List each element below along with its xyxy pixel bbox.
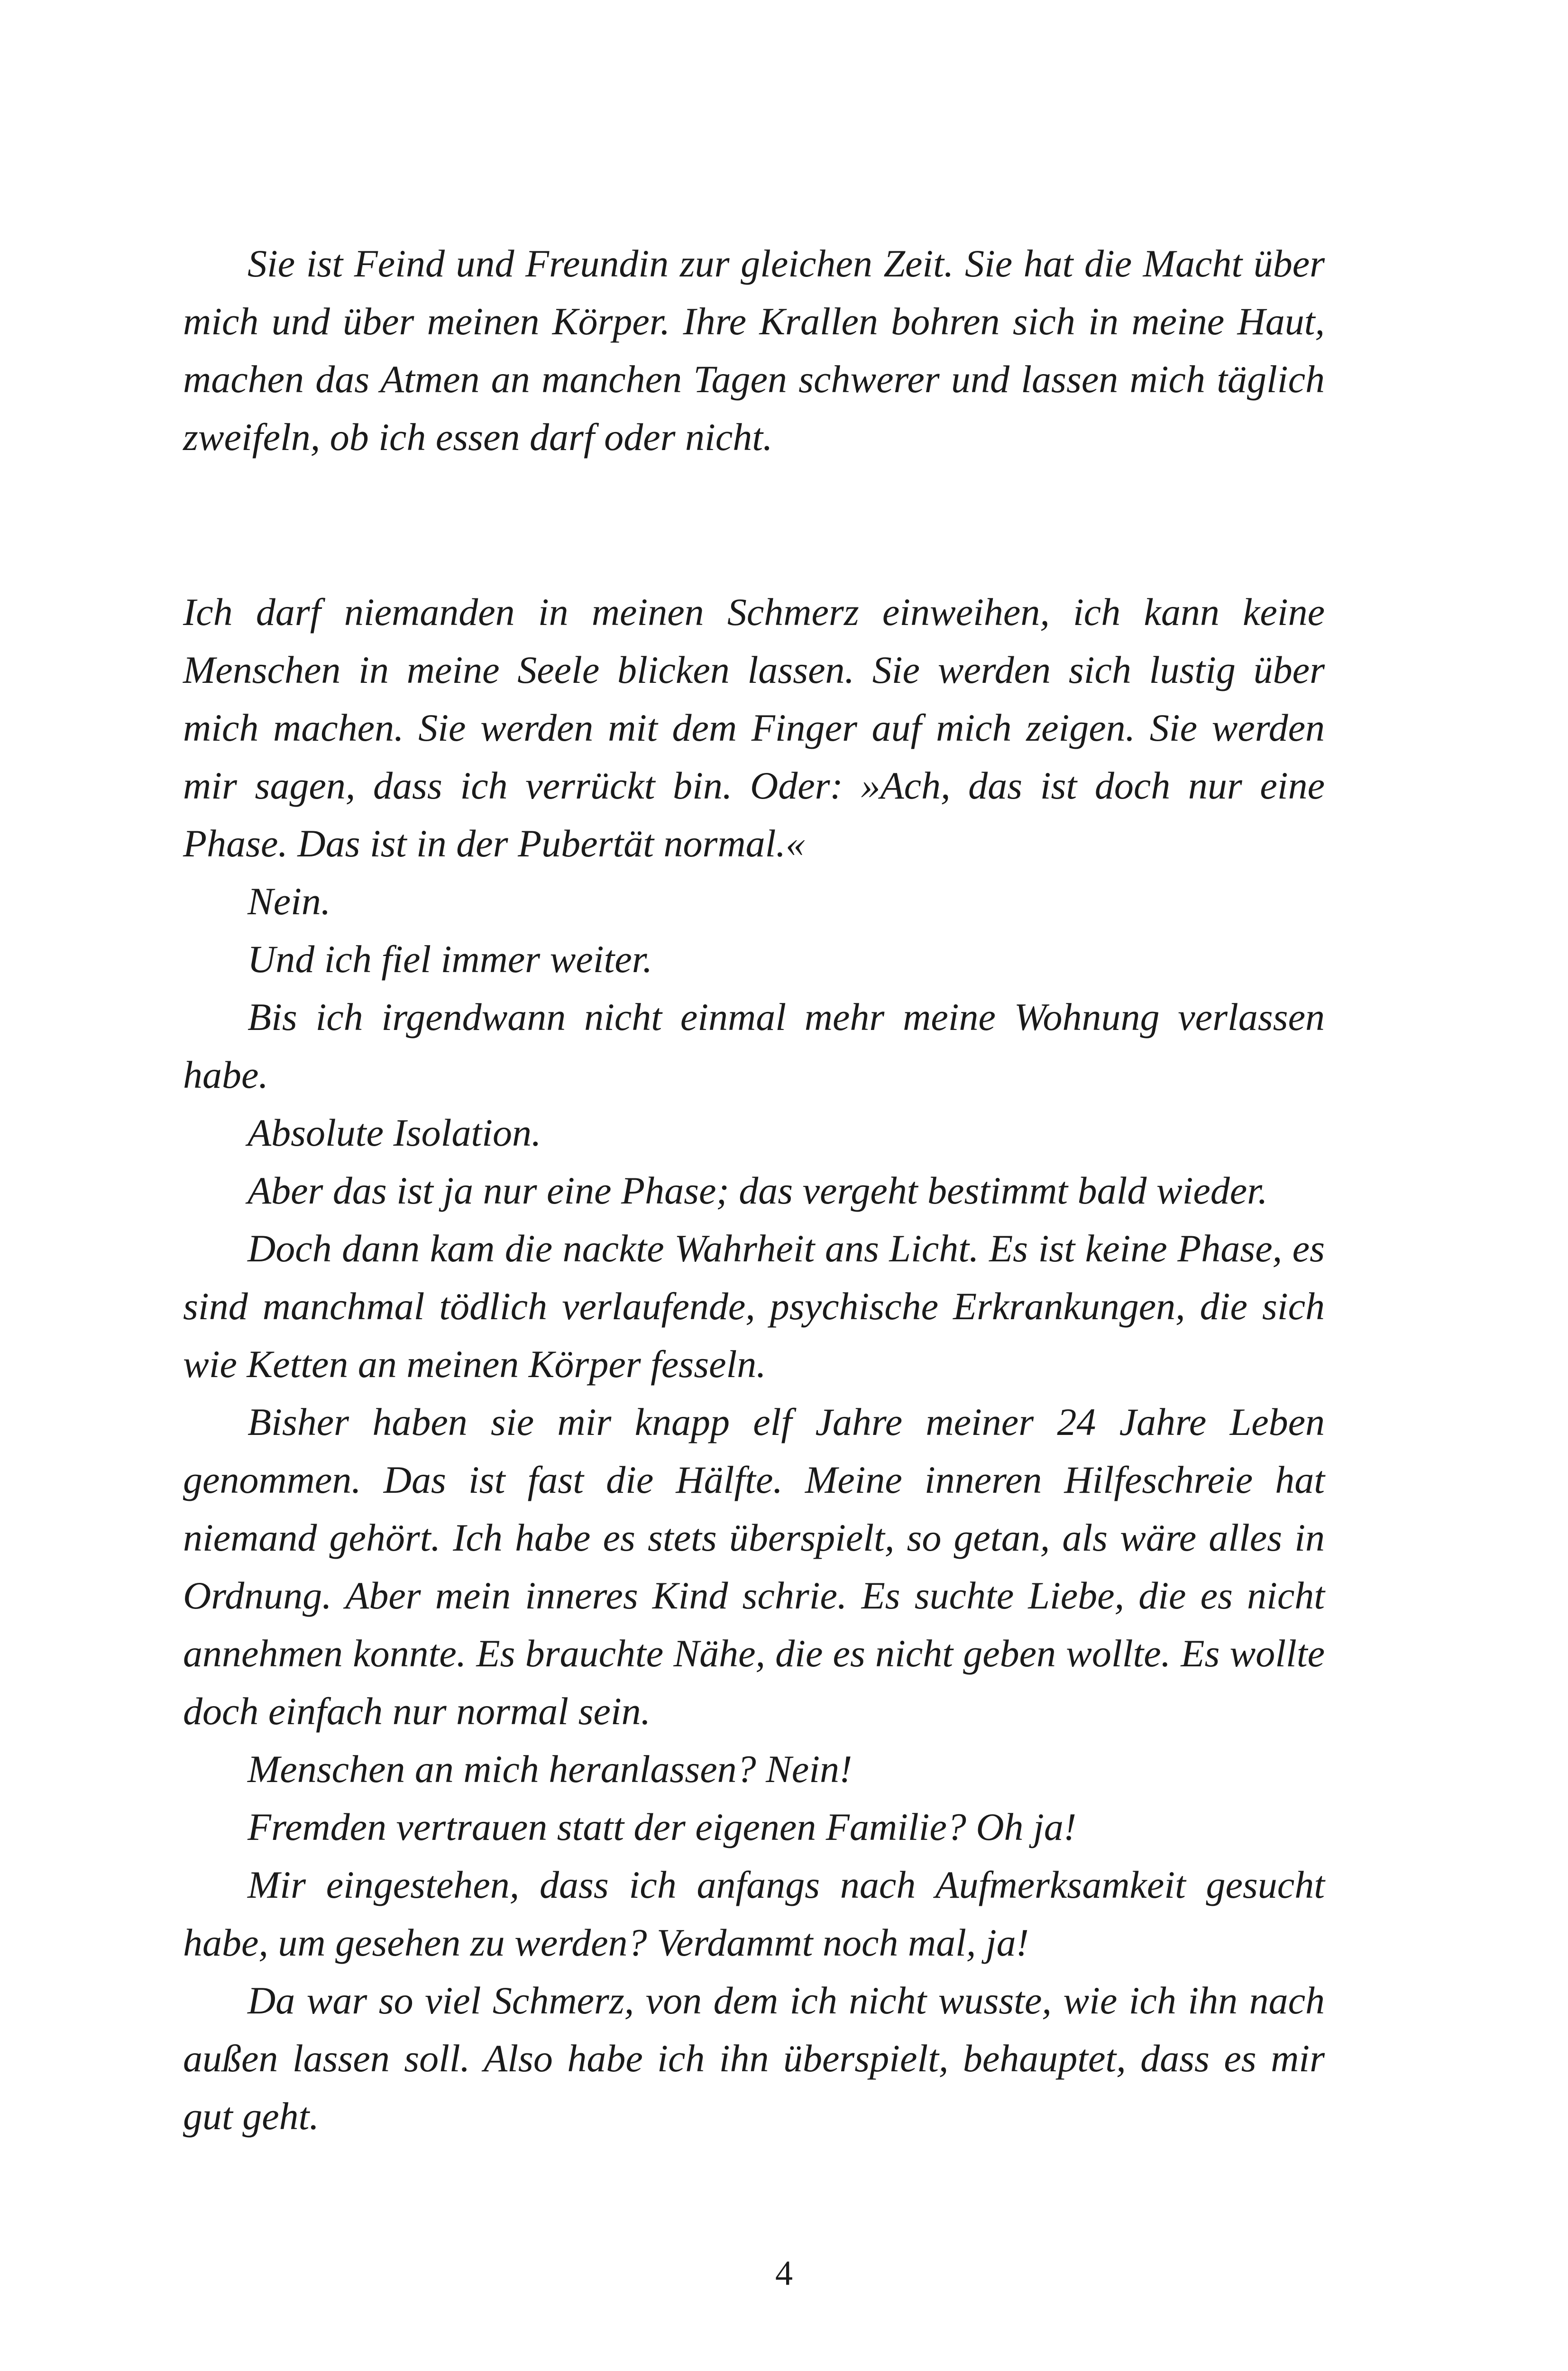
opening-paragraph-block (183, 235, 1325, 466)
body-paragraph: Aber das ist ja nur eine Phase; das vergeht bestimmt bald wieder. (248, 1169, 1268, 1212)
opening-paragraph: Sie ist Feind und Freundin zur gleichen Zeit. Sie hat die Macht über mich und über meinen Körper. Ihre Krallen bohren sich in meine Haut, machen das Atmen an manchen Tagen schwerer und lassen mich täglich zweifeln, ob ich essen darf oder nicht. (183, 242, 1325, 459)
body-paragraph: Bis ich irgendwann nicht einmal mehr meine Wohnung verlassen habe. (183, 995, 1325, 1096)
body-paragraph: Mir eingestehen, dass ich anfangs nach Aufmerksamkeit gesucht habe, um gesehen zu werden? Verdammt noch mal, ja! (183, 1863, 1325, 1964)
body-paragraph: Bisher haben sie mir knapp elf Jahre meiner 24 Jahre Leben genommen. Das ist fast die Hälfte. Meine inneren Hilfeschreie hat niemand gehört. Ich habe es stets überspielt, so getan, als wäre alles in Ordnung. Aber mein inneres Kind schrie. Es suchte Liebe, die es nicht annehmen konnte. Es brauchte Nähe, die es nicht geben wollte. Es wollte doch einfach nur normal sein. (183, 1400, 1325, 1733)
page-number: 4 (775, 2254, 793, 2293)
body-paragraph: Absolute Isolation. (248, 1111, 541, 1154)
body-paragraph: Doch dann kam die nackte Wahrheit ans Licht. Es ist keine Phase, es sind manchmal tödlich verlaufende, psychische Erkrankungen, die sich wie Ketten an meinen Körper fesseln. (183, 1227, 1325, 1386)
body-paragraph: Und ich fiel immer weiter. (248, 937, 653, 981)
body-paragraph: Ich darf niemanden in meinen Schmerz einweihen, ich kann keine Menschen in meine Seele blicken lassen. Sie werden sich lustig über mich machen. Sie werden mit dem Finger auf mich zeigen. Sie werden mir sagen, dass ich verrückt bin. Oder: »Ach, das ist doch nur eine Phase. Das ist in der Pubertät normal.« (183, 590, 1325, 865)
body-paragraph: Nein. (248, 880, 331, 923)
main-text-block (183, 583, 1325, 2145)
body-paragraph: Menschen an mich heranlassen? Nein! (248, 1747, 853, 1791)
body-paragraph: Fremden vertrauen statt der eigenen Familie? Oh ja! (248, 1805, 1077, 1848)
body-paragraph: Da war so viel Schmerz, von dem ich nicht wusste, wie ich ihn nach außen lassen soll. Also habe ich ihn überspielt, behauptet, dass es mir gut geht. (183, 1979, 1325, 2138)
